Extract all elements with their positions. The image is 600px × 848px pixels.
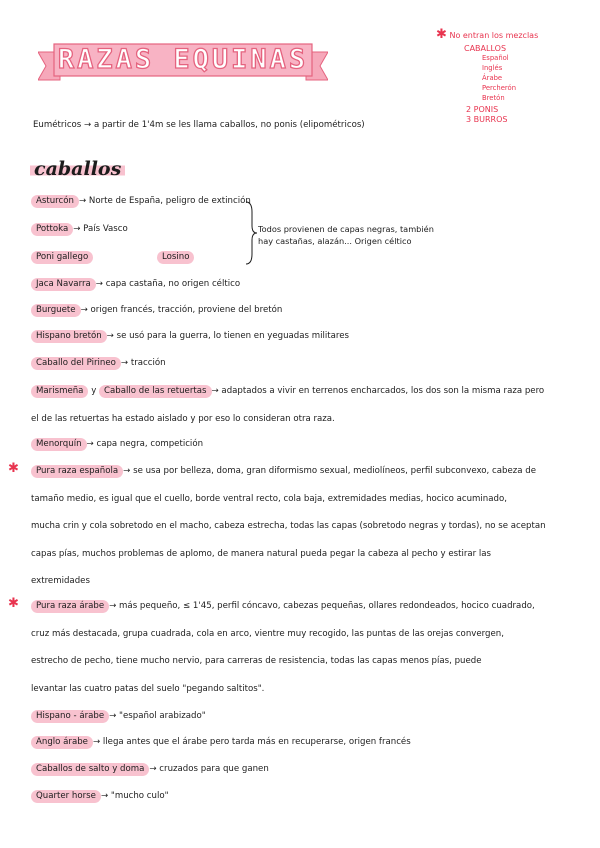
breed-desc-cont: tamaño medio, es igual que el cuello, borde ventral recto, cola baja, extremidades medias, hocico acuminado,	[31, 493, 507, 504]
star-icon: ✱	[8, 596, 19, 611]
breed-desc: → se usa por belleza, doma, gran diformismo sexual, mediolíneos, perfil subconvexo, cabeza de	[123, 466, 536, 476]
breed-desc: → llega antes que el árabe pero tarda más en recuperarse, origen francés	[92, 737, 411, 747]
breed-name: Pura raza española	[31, 465, 123, 478]
breed-desc: → se usó para la guerra, lo tienen en yeguadas militares	[106, 331, 350, 341]
curly-bracket-icon	[244, 200, 258, 266]
breed-name: Marismeña	[31, 385, 88, 398]
title-banner	[38, 40, 328, 84]
breed-desc-cont: levantar las cuatro patas del suelo "pegando saltitos".	[31, 683, 265, 694]
breed-desc: → capa castaña, no origen céltico	[95, 279, 241, 289]
note-item: Español	[482, 54, 509, 62]
note-group-ponis: 2 PONIS	[466, 105, 499, 114]
star-icon: ✱	[436, 27, 447, 42]
intro-text: Eumétricos → a partir de 1'4m se les llama caballos, no ponis (elipométricos)	[33, 120, 365, 130]
breed-name: Caballos de salto y doma	[31, 763, 149, 776]
breed-name: Jaca Navarra	[31, 278, 96, 291]
entry-quarter-horse	[31, 791, 169, 801]
breed-desc: → Norte de España, peligro de extinción	[78, 196, 251, 206]
entry-menorquin	[31, 439, 203, 449]
breed-desc: → cruzados para que ganen	[149, 764, 269, 774]
note-item: Bretón	[482, 94, 505, 102]
entry-poni-gallego	[31, 252, 93, 262]
breed-name: Caballo del Pirineo	[31, 357, 121, 370]
breed-name: Quarter horse	[31, 790, 101, 803]
entry-burguete	[31, 305, 282, 315]
entry-hispano-breton	[31, 331, 349, 341]
note-item: Inglés	[482, 64, 503, 72]
breed-desc: → País Vasco	[73, 224, 128, 234]
entry-pottoka	[31, 224, 128, 234]
breed-name: Hispano bretón	[31, 330, 107, 343]
entry-salto-doma	[31, 764, 269, 774]
note-group-burros: 3 BURROS	[466, 115, 508, 124]
breed-name: Menorquín	[31, 438, 87, 451]
bracket-note	[258, 223, 434, 247]
breed-desc: → "mucho culo"	[100, 791, 169, 801]
note-group-caballos: CABALLOS	[464, 44, 507, 53]
entry-losino	[157, 252, 194, 262]
entry-hispano-arabe	[31, 711, 206, 721]
breed-name: Pottoka	[31, 223, 73, 236]
side-note	[436, 27, 586, 124]
breed-desc: → "español arabizado"	[109, 711, 206, 721]
entry-jaca-navarra	[31, 279, 240, 289]
breed-name: Anglo árabe	[31, 736, 93, 749]
entry-arabe	[31, 593, 535, 703]
breed-desc-cont: mucha crin y cola sobretodo en el macho, cabeza estrecha, todas las capas (sobretodo negras y tordas), no se aceptan	[31, 521, 546, 531]
section-heading: caballos	[30, 158, 125, 180]
breed-desc-cont: extremidades	[31, 576, 90, 586]
breed-desc-cont: cruz más destacada, grupa cuadrada, cola en arco, vientre muy recogido, las puntas de las orejas convergen,	[31, 628, 504, 639]
breed-desc: → tracción	[120, 358, 166, 368]
entry-asturcon	[31, 196, 251, 206]
breed-desc-cont: estrecho de pecho, tiene mucho nervio, para carreras de resistencia, todas las capas menos pías, puede	[31, 656, 482, 666]
breed-desc: → más pequeño, ≤ 1'45, perfil cóncavo, cabezas pequeñas, ollares redondeados, hocico cuadrado,	[109, 601, 535, 611]
breed-name: Hispano - árabe	[31, 710, 109, 723]
breed-name: Asturcón	[31, 195, 79, 208]
entry-pre	[31, 458, 546, 596]
bracket-note-line: hay castañas, alazán... Origen céltico	[258, 236, 412, 246]
breed-desc-cont: capas pías, muchos problemas de aplomo, de manera natural pueda pegar la cabeza al pecho y estirar las	[31, 548, 492, 559]
bracket-note-line: Todos provienen de capas negras, también	[258, 224, 434, 234]
note-item: Árabe	[482, 74, 503, 82]
breed-desc: → origen francés, tracción, proviene del bretón	[80, 305, 283, 315]
breed-name: Poni gallego	[31, 251, 93, 264]
note-header: No entran los mezclas	[449, 31, 539, 40]
breed-desc: → capa negra, competición	[86, 439, 204, 449]
note-breed-list	[482, 53, 586, 103]
entry-marismena	[31, 378, 544, 433]
note-item: Percherón	[482, 84, 517, 92]
breed-name: Burguete	[31, 304, 81, 317]
entry-anglo-arabe	[31, 737, 411, 747]
entry-pirineo	[31, 358, 166, 368]
breed-desc-cont: el de las retuertas ha estado aislado y por eso lo consideran otra raza.	[31, 413, 335, 424]
star-icon: ✱	[8, 461, 19, 476]
breed-name: Caballo de las retuertas	[99, 385, 211, 398]
breed-name: Losino	[157, 251, 194, 264]
page-title: RAZAS EQUINAS	[57, 44, 309, 75]
conjunction-text: y	[91, 386, 97, 396]
breed-name: Pura raza árabe	[31, 600, 109, 613]
breed-desc: → adaptados a vivir en terrenos encharcados, los dos son la misma raza pero	[211, 386, 545, 396]
